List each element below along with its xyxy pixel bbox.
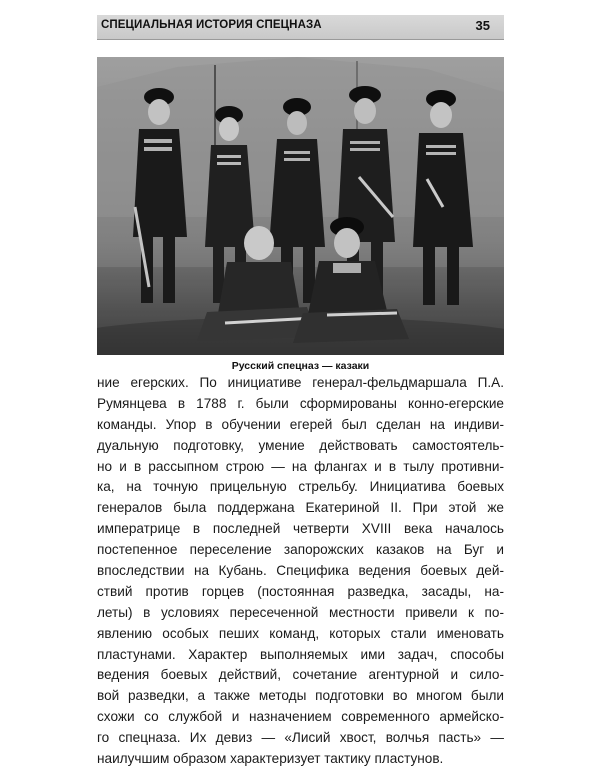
page-number: 35 <box>475 18 490 33</box>
cossack-group-photo <box>97 57 504 355</box>
text-line: ка, на точную прицельную стрельбу. Инициатива боевых <box>97 479 504 495</box>
running-title: СПЕЦИАЛЬНАЯ ИСТОРИЯ СПЕЦНАЗА <box>101 19 322 31</box>
text-line: леты) в условиях пересеченной местности привели к по- <box>97 604 504 620</box>
text-line: вой разведки, а также методы подготовки во многом были <box>97 688 504 704</box>
text-line: пластунами. Характер выполняемых ими задач, способы <box>97 646 504 662</box>
text-line: ние егерских. По инициативе генерал-фельдмаршала П.А. <box>97 375 504 390</box>
text-line: го спецназа. Их девиз — «Лисий хвост, волчья пасть» — <box>97 730 504 746</box>
text-line: дуальную подготовку, умение действовать самостоятель- <box>97 437 504 453</box>
body-paragraph <box>97 373 504 770</box>
figure-caption: Русский спецназ — казаки <box>231 360 370 372</box>
text-line: Румянцева в 1788 г. были сформированы конно-егерские <box>97 395 504 411</box>
text-line: но и в рассыпном строю — на флангах и в тылу противни- <box>97 458 504 474</box>
text-line: команды. Упор в обучении егерей был сделан на индиви- <box>97 416 504 432</box>
text-line: впоследствии на Кубань. Специфика ведения боевых дей- <box>97 563 504 579</box>
text-line: схожи со службой и назначением современного армейско- <box>97 709 504 725</box>
text-line: явлению особых пеших команд, которых стали именовать <box>97 625 504 641</box>
text-line: наилучшим образом характеризует тактику пластунов. <box>97 751 444 767</box>
text-line: генералов была поддержана Екатериной II. При этой же <box>97 500 504 516</box>
text-line: постепенное переселение запорожских казаков на Буг и <box>97 542 504 558</box>
text-line: ведения боевых действий, сочетание агентурной и сило- <box>97 667 504 683</box>
text-line: императрице в последней четверти XVIII века началось <box>97 521 504 537</box>
running-header <box>97 15 504 40</box>
text-line: ствий против горцев (постоянная разведка, засады, на- <box>97 583 504 599</box>
